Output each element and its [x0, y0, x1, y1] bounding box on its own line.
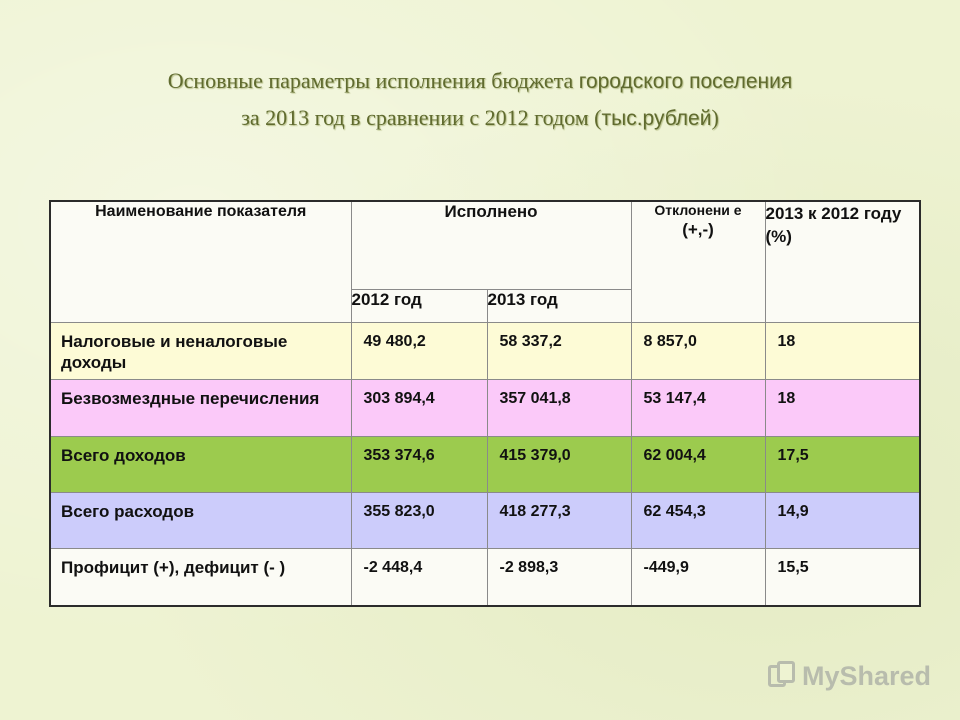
- row-value-2013: 415 379,0: [487, 436, 631, 492]
- row-value-2012: -2 448,4: [351, 548, 487, 606]
- table-row: [50, 379, 920, 436]
- row-deviation: -449,9: [631, 548, 765, 606]
- table-row: [50, 436, 920, 492]
- row-deviation: 62 454,3: [631, 492, 765, 548]
- watermark-text: MyShared: [802, 660, 932, 691]
- myshared-logo-icon: [768, 661, 796, 691]
- table-row: [50, 322, 920, 379]
- header-year-2013: 2013 год: [487, 289, 631, 322]
- row-name: Безвозмездные перечисления: [50, 379, 351, 436]
- row-deviation: 8 857,0: [631, 322, 765, 379]
- row-name: Профицит (+), дефицит (- ): [50, 548, 351, 606]
- table-header-row: [50, 201, 920, 289]
- header-ratio: 2013 к 2012 году (%): [765, 201, 920, 322]
- row-value-2012: 303 894,4: [351, 379, 487, 436]
- header-deviation-sign: (+,-): [682, 220, 714, 239]
- row-value-2013: 58 337,2: [487, 322, 631, 379]
- title-line2-part2: тыс.рублей: [601, 107, 712, 130]
- row-name: Всего расходов: [50, 492, 351, 548]
- header-deviation: [631, 201, 765, 322]
- watermark: [768, 656, 931, 696]
- slide-title-line1: [0, 64, 960, 101]
- row-ratio: 14,9: [765, 492, 920, 548]
- slide-title-line2: [0, 101, 960, 138]
- row-value-2013: 357 041,8: [487, 379, 631, 436]
- row-ratio: 15,5: [765, 548, 920, 606]
- header-deviation-label: Отклонени е: [654, 202, 742, 218]
- row-ratio: 17,5: [765, 436, 920, 492]
- table-row: [50, 492, 920, 548]
- header-executed: Исполнено: [351, 201, 631, 289]
- title-line1-part2: городского поселения: [578, 70, 793, 93]
- row-value-2013: -2 898,3: [487, 548, 631, 606]
- slide-title: [0, 64, 960, 138]
- row-name: Налоговые и неналоговые доходы: [50, 322, 351, 379]
- title-line2-part3: ): [711, 105, 719, 130]
- title-line2-part1: за 2013 год в сравнении с 2012 годом (: [241, 105, 602, 130]
- header-indicator-name: Наименование показателя: [50, 201, 351, 322]
- row-name: Всего доходов: [50, 436, 351, 492]
- row-deviation: 53 147,4: [631, 379, 765, 436]
- row-ratio: 18: [765, 322, 920, 379]
- row-value-2012: 355 823,0: [351, 492, 487, 548]
- header-year-2012: 2012 год: [351, 289, 487, 322]
- row-value-2013: 418 277,3: [487, 492, 631, 548]
- row-ratio: 18: [765, 379, 920, 436]
- table-row: [50, 548, 920, 606]
- budget-table: [49, 200, 921, 607]
- row-value-2012: 49 480,2: [351, 322, 487, 379]
- title-line1-part1: Основные параметры исполнения бюджета: [167, 68, 579, 93]
- row-deviation: 62 004,4: [631, 436, 765, 492]
- row-value-2012: 353 374,6: [351, 436, 487, 492]
